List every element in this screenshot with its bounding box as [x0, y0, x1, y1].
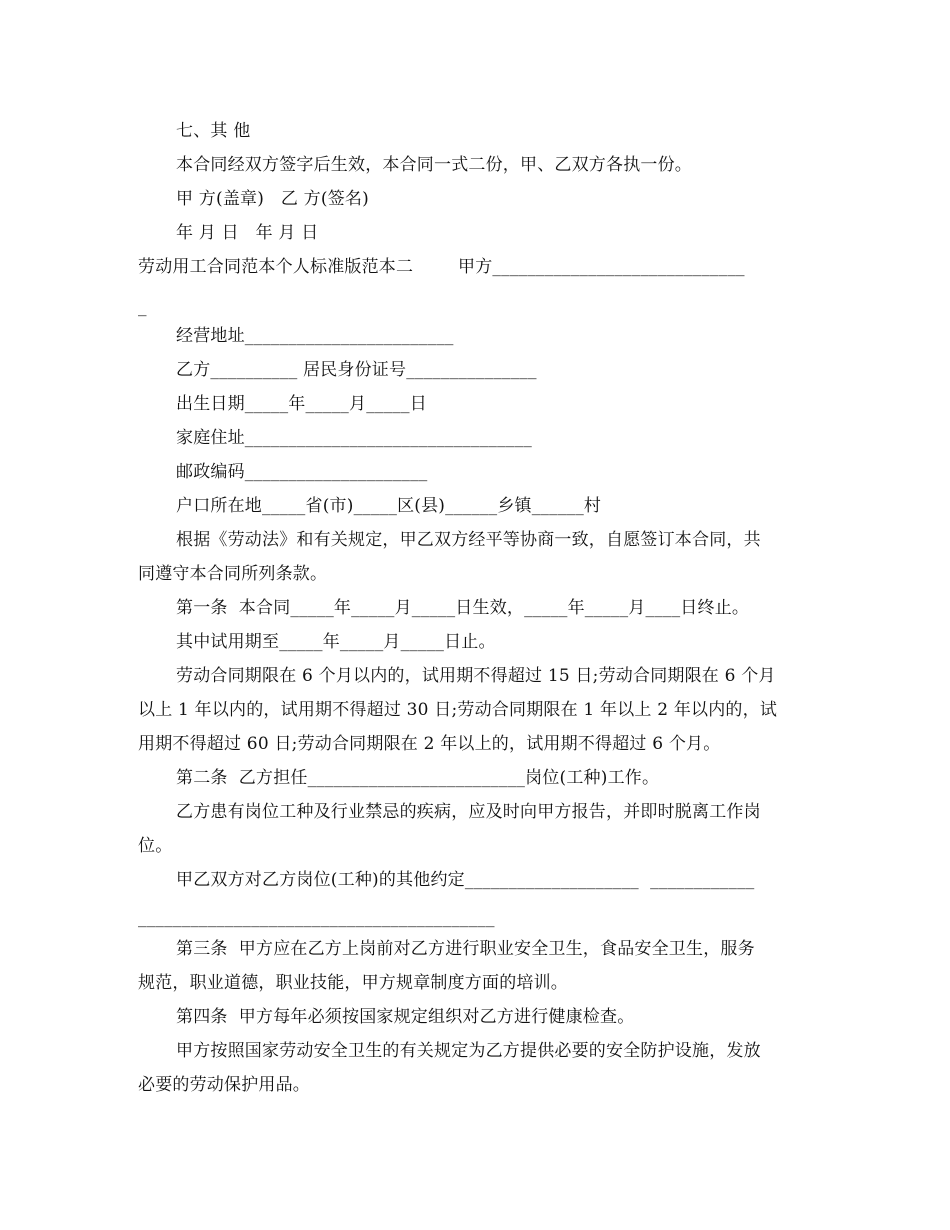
- field-business-address: 经营地址________________________: [176, 326, 454, 346]
- probation-rule-line3: 用期不得超过 60 日;劳动合同期限在 2 年以上的，试用期不得超过 6 个月。: [138, 734, 721, 754]
- probation-rule-line2: 以上 1 年以内的，试用期不得超过 30 日;劳动合同期限在 1 年以上 2 年以内的，试: [138, 700, 778, 720]
- article-3-training-line2: 规范，职业道德，职业技能，甲方规章制度方面的培训。: [138, 973, 568, 993]
- probation-rule-line1: 劳动合同期限在 6 个月以内的，试用期不得超过 15 日;劳动合同期限在 6 个月: [176, 666, 776, 686]
- underline-continuation: _: [138, 297, 147, 317]
- signature-date-line: 年 月 日 年 月 日: [176, 223, 319, 243]
- paragraph-labor-law-line1: 根据《劳动法》和有关规定，甲乙双方经平等协商一致，自愿签订本合同，共: [176, 530, 761, 550]
- signature-party-line: 甲 方(盖章) 乙 方(签名): [176, 189, 369, 209]
- article-3-training-line1: 第三条 甲方应在乙方上岗前对乙方进行职业安全卫生，食品安全卫生，服务: [176, 939, 755, 959]
- article-4-safety-line2: 必要的劳动保护用品。: [138, 1075, 310, 1095]
- article-2-position: 第二条 乙方担任_________________________岗位(工种)工作。: [176, 768, 660, 788]
- article-4-health-check: 第四条 甲方每年必须按国家规定组织对乙方进行健康检查。: [176, 1007, 635, 1027]
- field-home-address: 家庭住址_________________________________: [176, 428, 532, 448]
- article-1-probation: 其中试用期至_____年_____月_____日止。: [176, 632, 496, 652]
- article-2-blank-line: _________________________________________: [138, 908, 495, 928]
- section-heading-other: 七、其 他: [176, 121, 251, 141]
- article-2-illness-line1: 乙方患有岗位工种及行业禁忌的疾病，应及时向甲方报告，并即时脱离工作岗: [176, 802, 761, 822]
- paragraph-effect-clause: 本合同经双方签字后生效，本合同一式二份，甲、乙双方各执一份。: [176, 155, 692, 175]
- contract-title-party-a: 劳动用工合同范本个人标准版范本二 甲方_____________________________: [138, 257, 745, 277]
- article-2-illness-line2: 位。: [138, 836, 173, 856]
- field-birth-date: 出生日期_____年_____月_____日: [176, 394, 427, 414]
- article-1-term: 第一条 本合同_____年_____月_____日生效，_____年_____月____日终止。: [176, 598, 750, 618]
- article-4-safety-line1: 甲方按照国家劳动安全卫生的有关规定为乙方提供必要的安全防护设施，发放: [176, 1041, 761, 1061]
- field-party-b-id: 乙方__________ 居民身份证号_______________: [176, 360, 537, 380]
- article-2-other-agreement: 甲乙双方对乙方岗位(工种)的其他约定____________________ ____________: [176, 870, 755, 890]
- field-postal-code: 邮政编码_____________________: [176, 462, 428, 482]
- paragraph-labor-law-line2: 同遵守本合同所列条款。: [138, 564, 328, 584]
- field-household-registration: 户口所在地_____省(市)_____区(县)______乡镇______村: [176, 496, 602, 516]
